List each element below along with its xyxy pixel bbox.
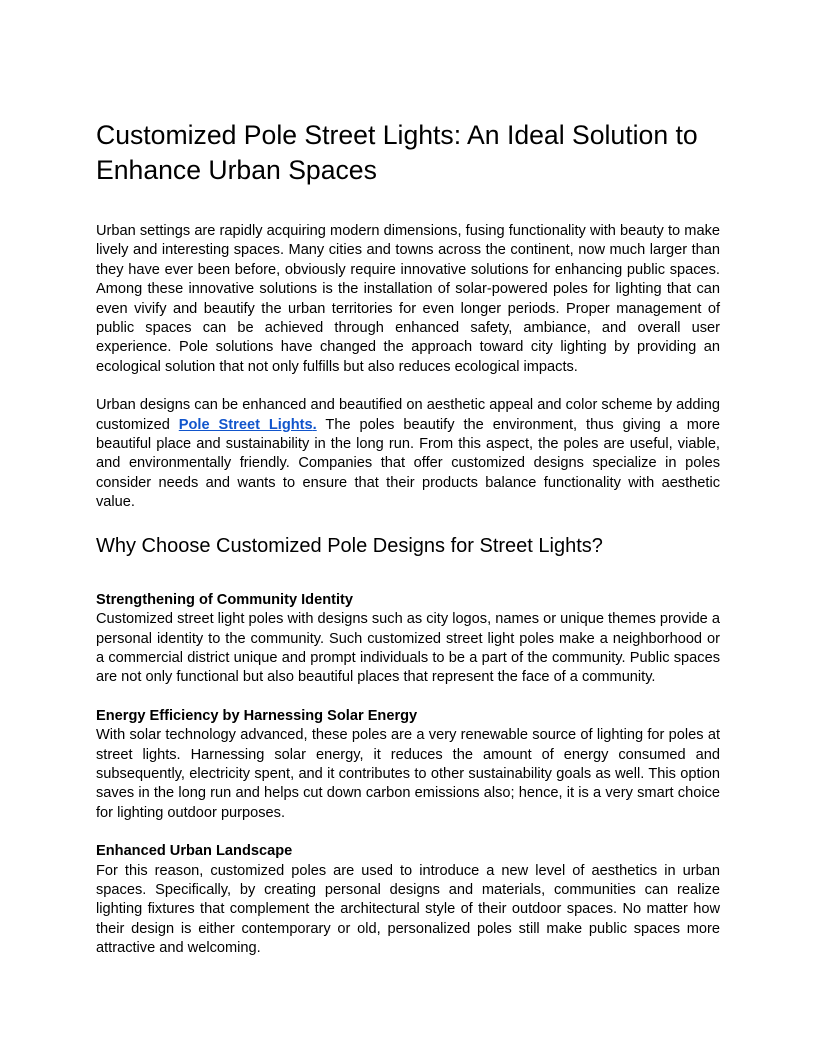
link-text: Pole Street Lights (178, 416, 313, 433)
section-heading: Why Choose Customized Pole Designs for Street Lights? (96, 534, 603, 557)
page-title: Customized Pole Street Lights: An Ideal Solution to Enhance Urban Spaces (96, 120, 698, 185)
subsection-body: With solar technology advanced, these poles are a very renewable source of lighting for poles at street lights. Harnessing solar energy, it reduces the amount of energy consumed and subsequently, electricity spent, and it contributes to other sustainability goals as well. This option saves in the long run and helps cut down carbon emissions also; hence, it is a very smart choice for lighting outdoor purposes. (96, 727, 720, 821)
subsection-heading: Enhanced Urban Landscape (96, 843, 293, 860)
spacer (96, 513, 720, 533)
document-page (96, 118, 720, 959)
spacer (96, 688, 720, 707)
subsection-community-identity (96, 591, 720, 688)
spacer (96, 559, 720, 591)
subsection-body: For this reason, customized poles are used to introduce a new level of aesthetics in urban spaces. Specifically, by creating personal designs and materials, communities can realize lighting fixtures that complement the architectural style of their outdoor spaces. No matter how their design is either contemporary or old, personalized poles still make public spaces more attractive and welcoming. (96, 862, 720, 957)
paragraph-text-after-link: The poles beautify the environment, thus giving a more beautiful place and sustainability in the long run. From this aspect, the poles are useful, viable, and environmentally friendly. Companies that offer customized designs specialize in poles consider needs and wants to ensure that their products balance functionality with aesthetic value. (96, 416, 720, 511)
link-period: . (312, 416, 317, 433)
subsection-urban-landscape (96, 842, 720, 958)
second-paragraph (96, 396, 720, 512)
spacer (96, 377, 720, 396)
spacer (96, 188, 720, 222)
spacer (96, 823, 720, 842)
intro-paragraph: Urban settings are rapidly acquiring modern dimensions, fusing functionality with beauty to make lively and interesting spaces. Many cities and towns across the continent, now much larger than they have ever been before, obviously require innovative solutions for enhancing public spaces. Among these innovative solutions is the installation of solar-powered poles for lighting that can even vivify and beautify the urban territories for even longer periods. Proper management of public spaces can be achieved through enhanced safety, ambiance, and overall user experience. Pole solutions have changed the approach toward city lighting by providing an ecological solution that not only fulfills but also reduces ecological impacts. (96, 223, 720, 375)
subsection-body: Customized street light poles with designs such as city logos, names or unique themes provide a personal identity to the community. Such customized street light poles make a neighborhood or a commercial district unique and prompt individuals to be a part of the community. Public spaces are not only functional but also beautiful places that represent the face of a community. (96, 611, 720, 686)
subsection-energy-efficiency (96, 707, 720, 823)
pole-street-lights-link[interactable] (179, 417, 317, 433)
subsection-heading: Strengthening of Community Identity (96, 591, 354, 608)
paragraph-text-before-link: Urban designs can be enhanced and beautified on aesthetic appeal and color scheme by adding customized (96, 397, 720, 433)
subsection-heading: Energy Efficiency by Harnessing Solar Energy (96, 707, 418, 724)
